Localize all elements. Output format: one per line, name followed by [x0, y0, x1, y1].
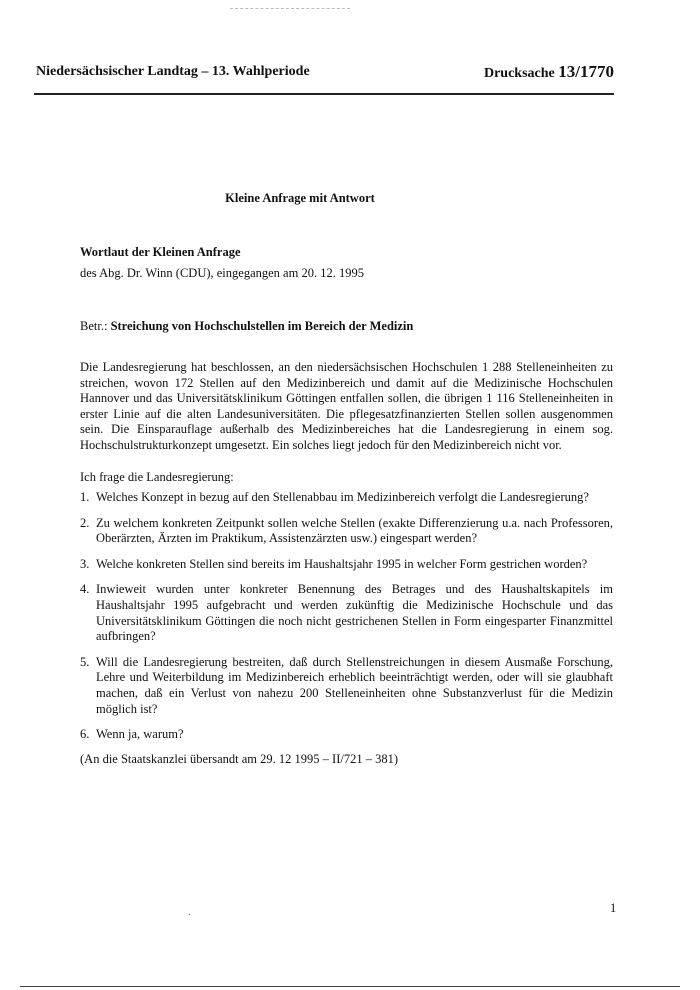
question-text: Wenn ja, warum? [96, 727, 184, 742]
question-list [80, 490, 613, 753]
header-rule [34, 93, 614, 95]
header-document-number [484, 62, 614, 82]
intro-paragraph: Die Landesregierung hat beschlossen, an den niedersächsischen Hochschulen 1 288 Stelleneinheiten zu streichen, wovon 172 Stellen auf den Medizinbereich und damit auf die Medizinische Hochschulen Hannover und das Universitätsklinikum Göttingen entfallen sollen, die übrigen 1 116 Stelleneinheiten in erster Linie auf die alten Landesuniversitäten. Die pflegesatzfinanzierten Stellen sollen ausgenommen sein. Die Einsparauflage außerhalb des Medizinbereiches hat die Landesregierung in einem sog. Hochschulstrukturkonzept umgesetzt. Ein solches liegt jedoch für den Medizinbereich nicht vor. [80, 360, 613, 452]
question-item [80, 727, 613, 743]
scan-speck: · [188, 910, 192, 921]
closing-note: (An die Staatskanzlei übersandt am 29. 12 1995 – II/721 – 381) [80, 752, 398, 766]
question-number: 5. [80, 654, 90, 669]
document-title: Kleine Anfrage mit Antwort [225, 191, 375, 205]
question-text: Welches Konzept in bezug auf den Stellenabbau im Medizinbereich verfolgt die Landesregierung? [96, 490, 589, 504]
subject-text: Streichung von Hochschulstellen im Bereich der Medizin [110, 319, 414, 333]
ask-line: Ich frage die Landesregierung: [80, 470, 234, 484]
question-item [80, 582, 613, 644]
subject-label: Betr.: [80, 319, 108, 333]
question-text: Will die Landesregierung bestreiten, daß durch Stellenstreichungen in diesem Ausmaße Forschung, Lehre und Weiterbildung im Medizinbereich erheblich beeinträchtigt werden, oder will sie glaubhaft machen, daß ein Verlust von nahezu 200 Stelleneinheiten ohne Substanzverlust für die Medizin möglich ist? [96, 654, 613, 716]
question-item [80, 516, 613, 547]
question-number: 6. [80, 727, 90, 742]
header-doc-label: Drucksache [483, 66, 555, 81]
question-item [80, 557, 613, 573]
page-bottom-edge [20, 986, 680, 987]
question-number: 1. [80, 490, 90, 504]
subject-line [80, 319, 413, 334]
section-heading: Wortlaut der Kleinen Anfrage [80, 245, 241, 259]
question-text: Zu welchem konkreten Zeitpunkt sollen welche Stellen (exakte Differenzierung u.a. nach Professoren, Oberärzten, Ärzten im Praktikum, Assistenzärzten usw.) eingespart werden? [96, 515, 613, 546]
question-number: 3. [80, 556, 90, 571]
page-number: 1 [610, 901, 617, 915]
question-text: Inwieweit wurden unter konkreter Benennung des Betrages und des Haushaltskapitels im Haushaltsjahr 1995 aufgebracht und werden zukünftig die Medizinische Hochschule und das Universitätsklinikum Göttingen die noch nicht gestrichenen Stellen in Form eingesparter Finanzmittel aufbringen? [96, 582, 613, 644]
question-item [80, 655, 613, 717]
header-doc-number: 13/1770 [558, 62, 614, 81]
section-submitter: des Abg. Dr. Winn (CDU), eingegangen am 20. 12. 1995 [80, 266, 364, 280]
question-item [80, 490, 613, 506]
question-number: 4. [80, 582, 90, 597]
header-parliament: Niedersächsischer Landtag – 13. Wahlperiode [36, 64, 310, 79]
question-text: Welche konkreten Stellen sind bereits im Haushaltsjahr 1995 in welcher Form gestrichen worden? [96, 556, 588, 571]
scan-artifact [230, 8, 350, 9]
question-number: 2. [80, 515, 90, 530]
